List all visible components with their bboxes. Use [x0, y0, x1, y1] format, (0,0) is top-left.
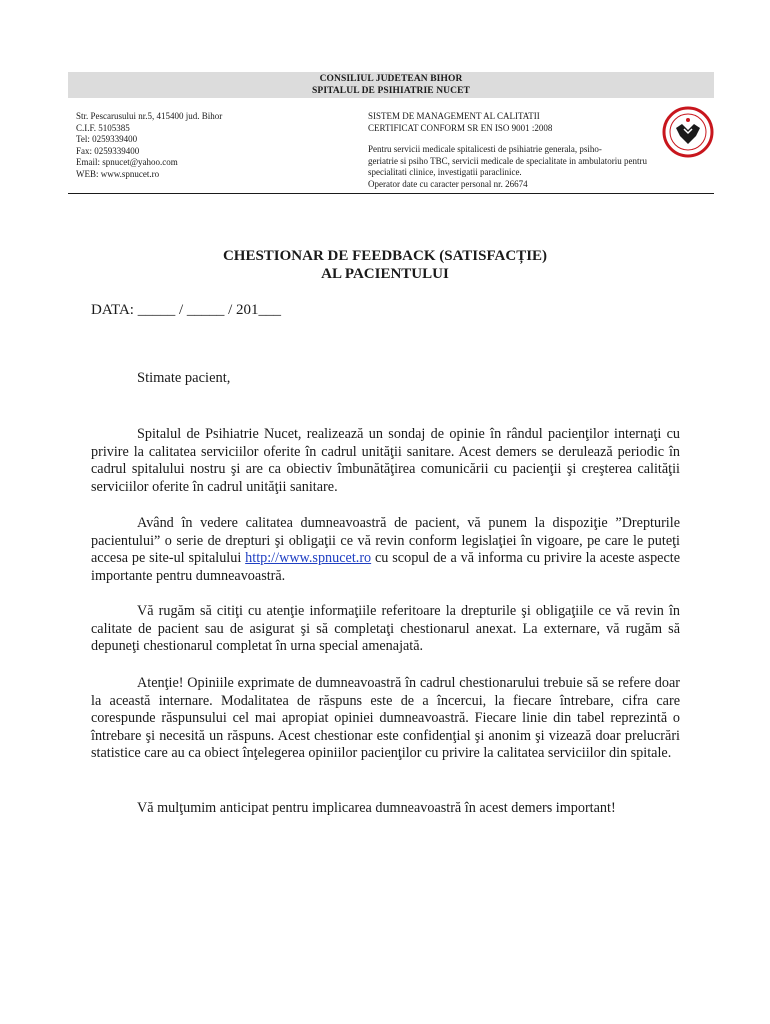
header-divider — [68, 193, 714, 194]
contact-block — [76, 111, 336, 180]
paragraph-intro: Spitalul de Psihiatrie Nucet, realizează un sondaj de opinie în rândul pacienţilor internaţi cu privire la calitatea serviciilor oferite în cadrul unităţii sanitare. Acest demers se derulează periodic în cadrul spitalului nostru şi are ca obiectiv îmbunătăţirea comunicării cu pacienţii şi creşterea calităţii serviciilor oferite în cadrul unităţii sanitare. — [91, 426, 680, 495]
greeting: Stimate pacient, — [137, 370, 231, 386]
services-line: geriatrie si psiho TBC, servicii medicale de specialitate in ambulatoriu pentru — [368, 155, 647, 166]
operator-line: Operator date cu caracter personal nr. 26674 — [368, 178, 528, 189]
paragraph-rights — [91, 515, 680, 585]
paragraph-rights-text: cu scopul de a vă informa cu privire la aceste aspecte importante pentru dumneavoastră. — [91, 550, 681, 584]
fax-line: Fax: 0259339400 — [76, 145, 140, 156]
paragraph-thanks: Vă mulţumim anticipat pentru implicarea dumneavoastră în acest demers important! — [137, 800, 616, 816]
services-line: specialitati clinice, investigatii paraclinice. — [368, 167, 522, 177]
title-line-1: CHESTIONAR DE FEEDBACK (SATISFACȚIE) — [222, 248, 548, 264]
document-title — [68, 247, 702, 283]
hospital-name: SPITALUL DE PSIHIATRIE NUCET — [312, 86, 470, 96]
paragraph-attention: Atenţie! Opiniile exprimate de dumneavoastră în cadrul chestionarului trebuie să se refere doar la această internare. Modalitatea de răspuns este de a încercui, la fiecare întrebare, cifra care corespunde răspunsului cel mai apropiat opiniei dumneavoastră. Fiecare linie din tabel reprezintă o întrebare şi necesită un răspuns. Acest chestionar este confidenţial şi anonim şi vizează doar prelucrări statistice care au ca obiect înţelegerea opiniilor pacienţilor cu privire la calitatea serviciilor din spitale. — [91, 675, 680, 762]
title-line-2: AL PACIENTULUI — [321, 266, 449, 282]
cif-line: C.I.F. 5105385 — [76, 122, 130, 133]
paragraph-instructions: Vă rugăm să citiţi cu atenţie informaţiile referitoare la drepturile şi obligaţiile ce vă revin în calitate de pacient sau de asigurat şi să completaţi chestionarul anexat. La externare, vă rugăm să depuneţi chestionarul completat în urna special amenajată. — [91, 603, 680, 655]
certification-line: CERTIFICAT CONFORM SR EN ISO 9001 :2008 — [368, 122, 553, 133]
certification-block — [368, 111, 658, 190]
institution-header — [68, 72, 714, 98]
services-line: Pentru servicii medicale spitalicesti de psihiatrie generala, psiho- — [368, 144, 602, 154]
web-line: WEB: www.spnucet.ro — [76, 168, 160, 179]
phone-line: Tel: 0259339400 — [76, 134, 138, 144]
hospital-website-link[interactable]: http://www.spnucet.ro — [245, 550, 372, 567]
certification-line: SISTEM DE MANAGEMENT AL CALITATII — [368, 111, 540, 121]
paragraph-rights-text: Având în vedere calitatea dumneavoastră de pacient, vă punem la dispoziţie ”Drepturile pacientului” o serie de drepturi şi obligaţii ce vă revin conform legislaţiei în vigoare, pe care le puteţi accesa pe site-ul spitalului — [91, 515, 680, 567]
council-name: CONSILIUL JUDETEAN BIHOR — [319, 74, 463, 84]
email-line: Email: spnucet@yahoo.com — [76, 157, 178, 167]
address-line: Str. Pescarusului nr.5, 415400 jud. Bihor — [76, 111, 223, 121]
hospital-emblem-icon — [662, 106, 714, 158]
date-field: DATA: _____ / _____ / 201___ — [91, 302, 282, 318]
